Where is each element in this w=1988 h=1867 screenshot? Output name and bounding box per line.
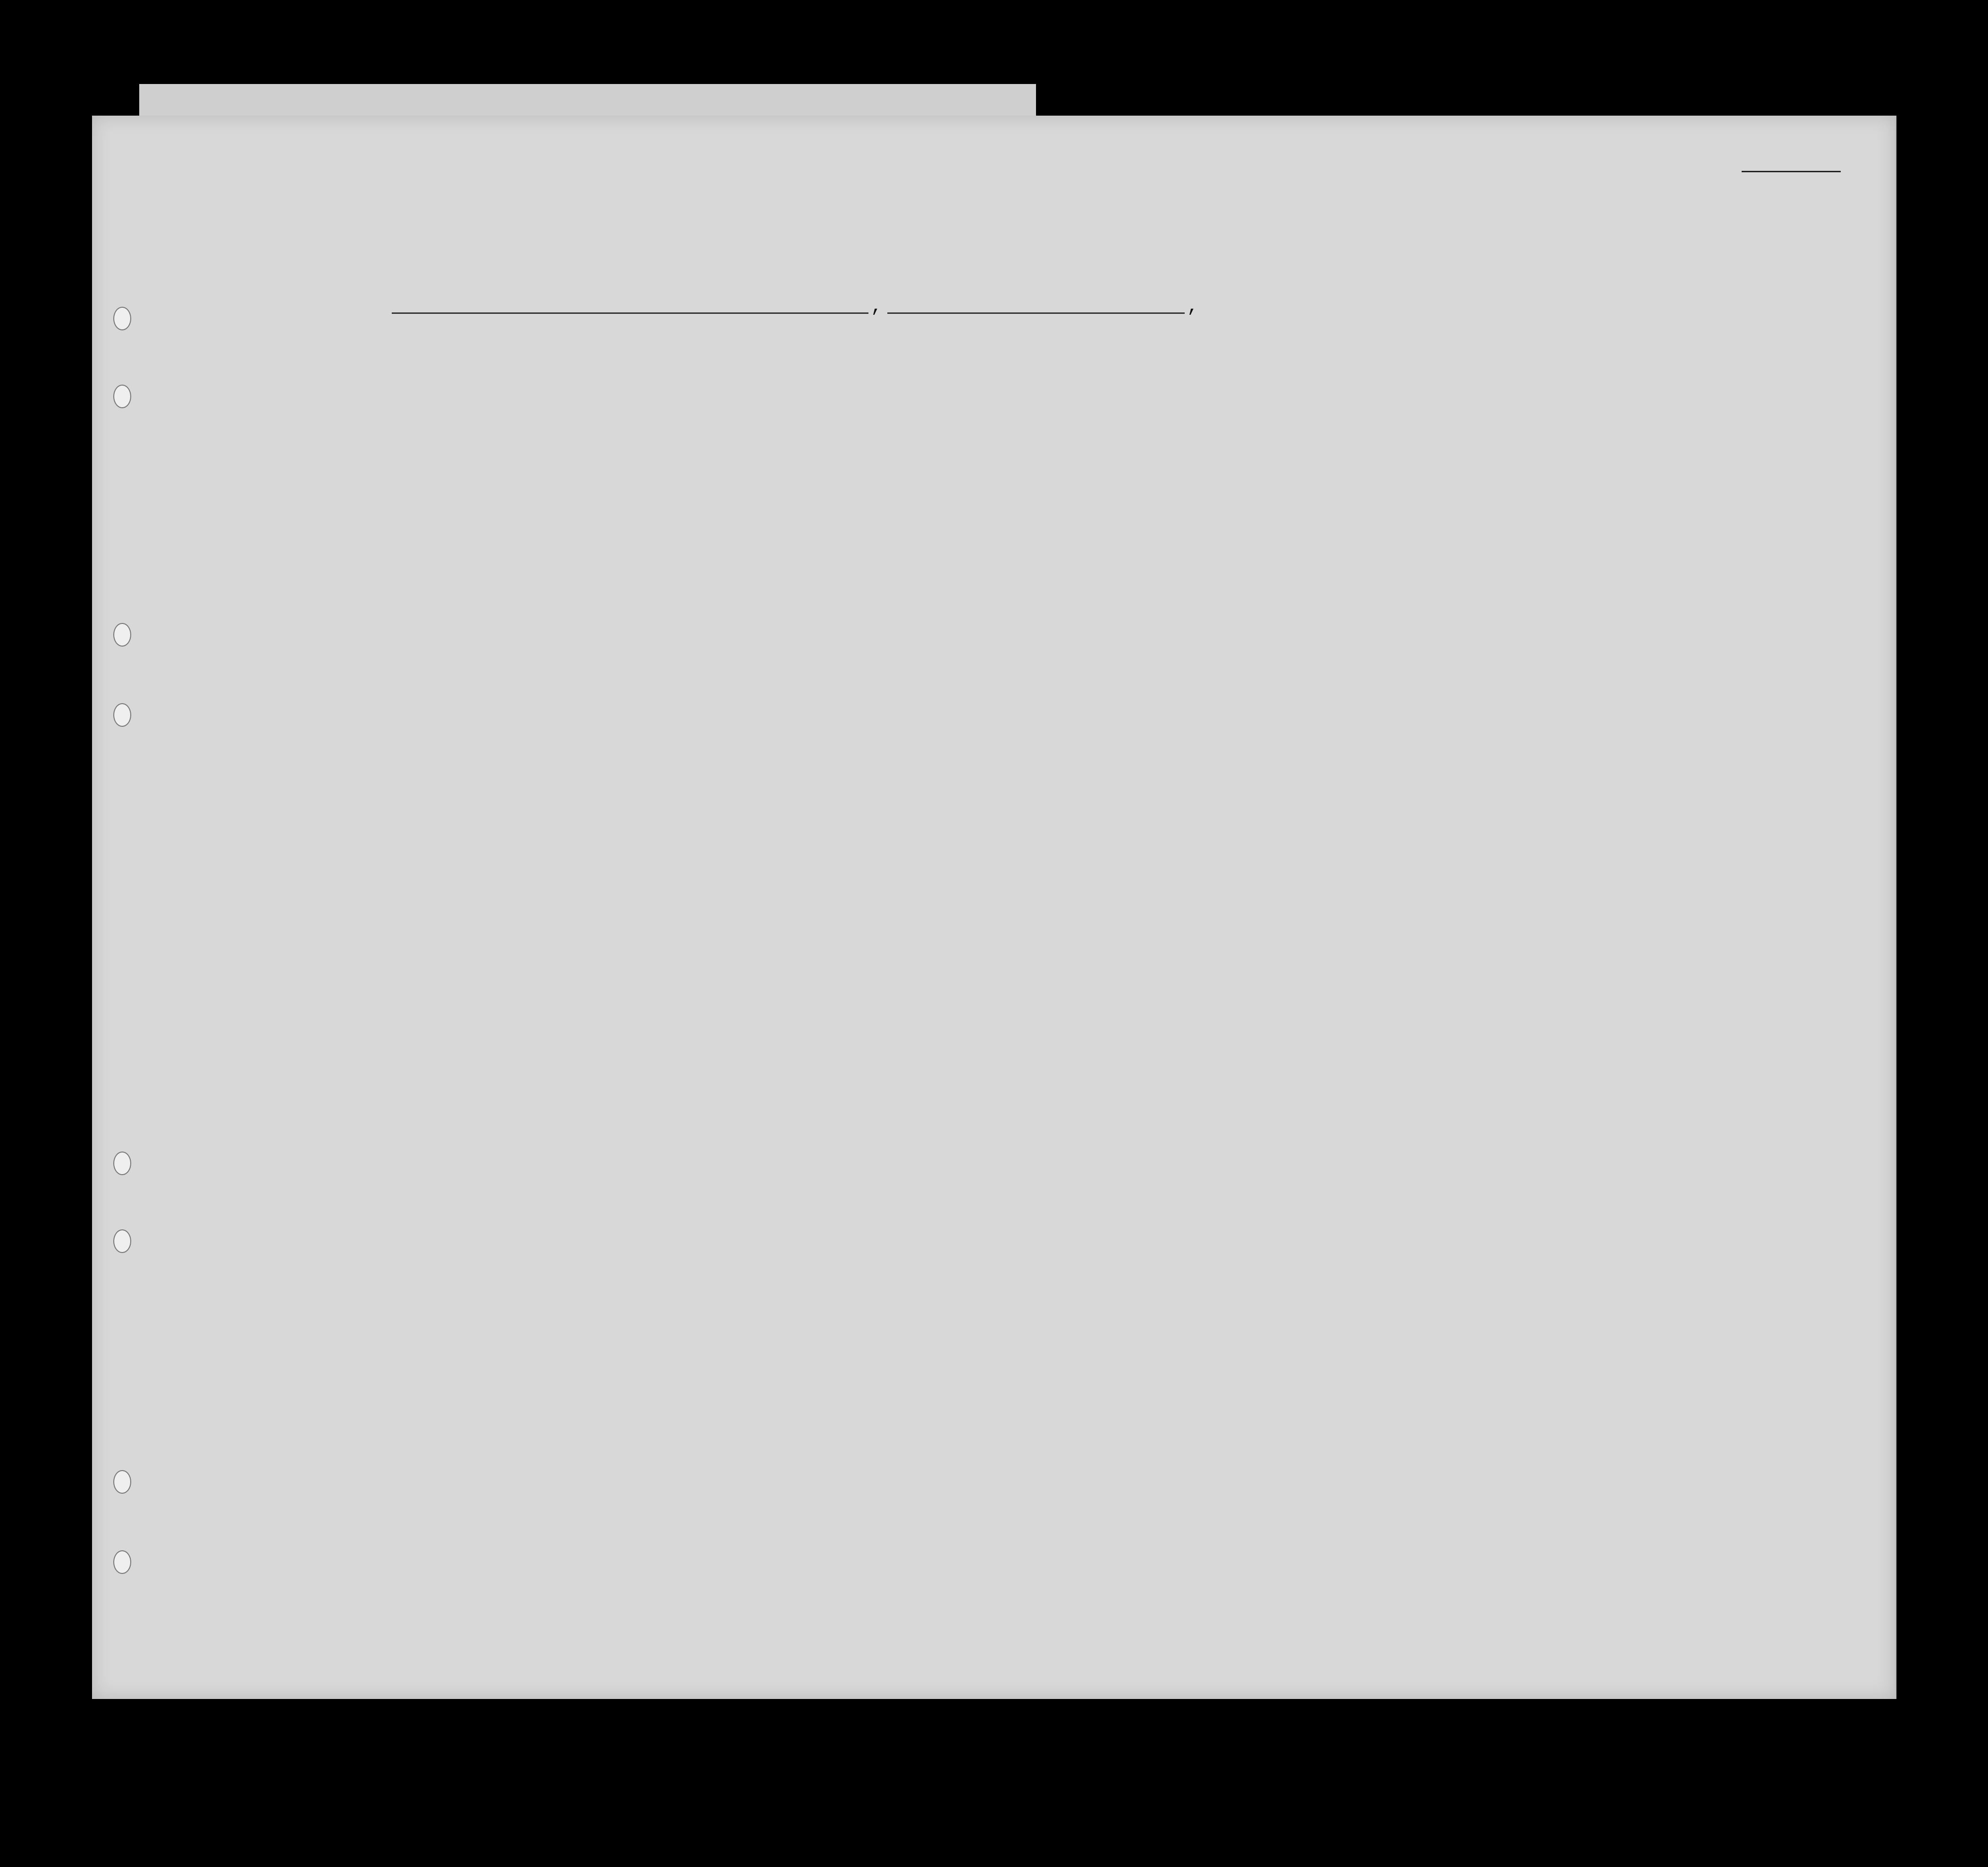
punch-hole: [113, 307, 131, 330]
punch-hole: [113, 385, 131, 408]
punch-hole: [113, 1152, 131, 1175]
comma2: ,: [1187, 296, 1199, 318]
punch-hole: [113, 1550, 131, 1574]
punch-hole: [113, 1229, 131, 1253]
comma: ,: [871, 296, 883, 318]
punch-hole: [113, 1470, 131, 1494]
punch-hole: [113, 703, 131, 727]
punch-hole: [113, 623, 131, 647]
